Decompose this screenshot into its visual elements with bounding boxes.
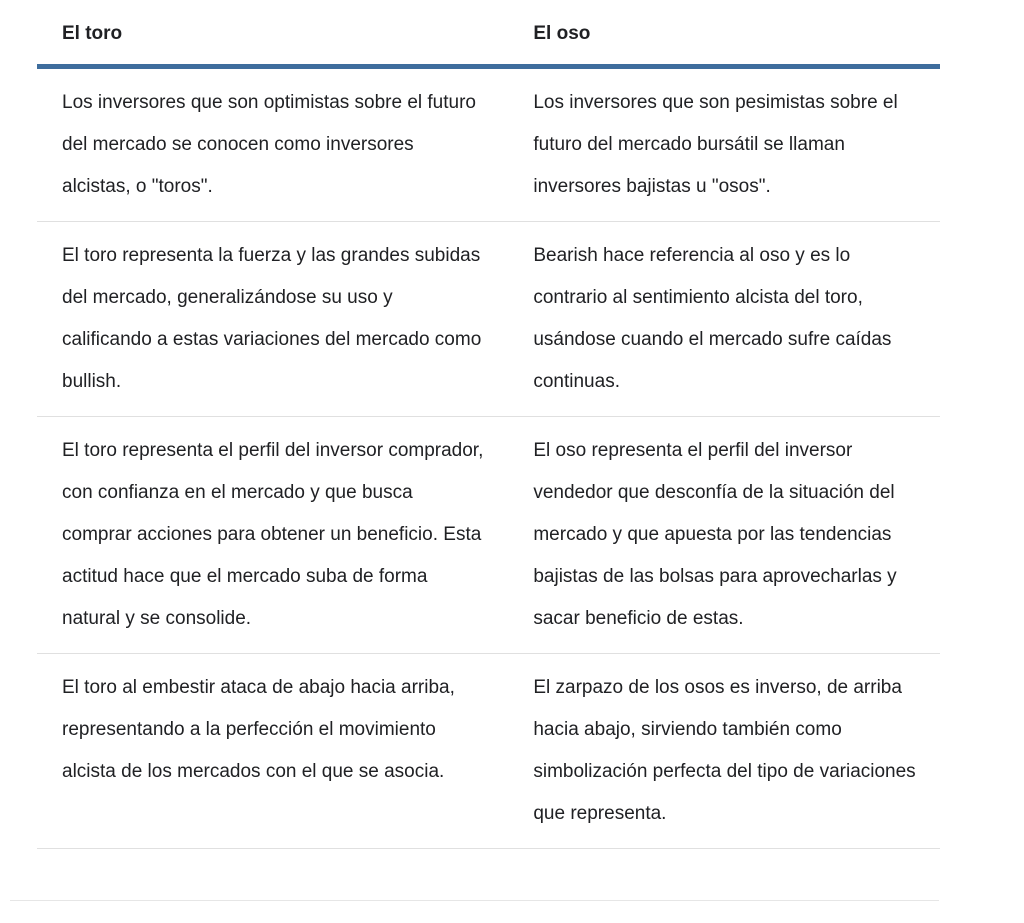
cell-bear-definition: Los inversores que son pesimistas sobre el futuro del mercado bursátil se llaman inversores bajistas u "osos".: [508, 67, 940, 222]
comparison-table: [37, 4, 940, 849]
cell-bull-attack: El toro al embestir ataca de abajo hacia arriba, representando a la perfección el movimiento alcista de los mercados con el que se asocia.: [37, 654, 508, 849]
header-row: [37, 4, 940, 67]
comparison-table-body: [37, 67, 940, 849]
column-header-bull: El toro: [37, 4, 508, 67]
table-row: [37, 222, 940, 417]
cell-bear-meaning: Bearish hace referencia al oso y es lo contrario al sentimiento alcista del toro, usándose cuando el mercado sufre caídas continuas.: [508, 222, 940, 417]
cell-bull-profile: El toro representa el perfil del inversor comprador, con confianza en el mercado y que busca comprar acciones para obtener un beneficio. Esta actitud hace que el mercado suba de forma natural y se consolide.: [37, 417, 508, 654]
cell-bear-profile: El oso representa el perfil del inversor vendedor que desconfía de la situación del mercado y que apuesta por las tendencias bajistas de las bolsas para aprovecharlas y sacar beneficio de estas.: [508, 417, 940, 654]
column-header-bear: El oso: [508, 4, 940, 67]
table-row: [37, 654, 940, 849]
cell-bull-meaning: El toro representa la fuerza y las grandes subidas del mercado, generalizándose su uso y calificando a estas variaciones del mercado como bullish.: [37, 222, 508, 417]
cell-bull-definition: Los inversores que son optimistas sobre el futuro del mercado se conocen como inversores alcistas, o "toros".: [37, 67, 508, 222]
table-row: [37, 417, 940, 654]
cell-bear-attack: El zarpazo de los osos es inverso, de arriba hacia abajo, sirviendo también como simbolización perfecta del tipo de variaciones que representa.: [508, 654, 940, 849]
table-row: [37, 67, 940, 222]
outer-bottom-divider: [10, 900, 939, 901]
comparison-table-header: [37, 4, 940, 67]
